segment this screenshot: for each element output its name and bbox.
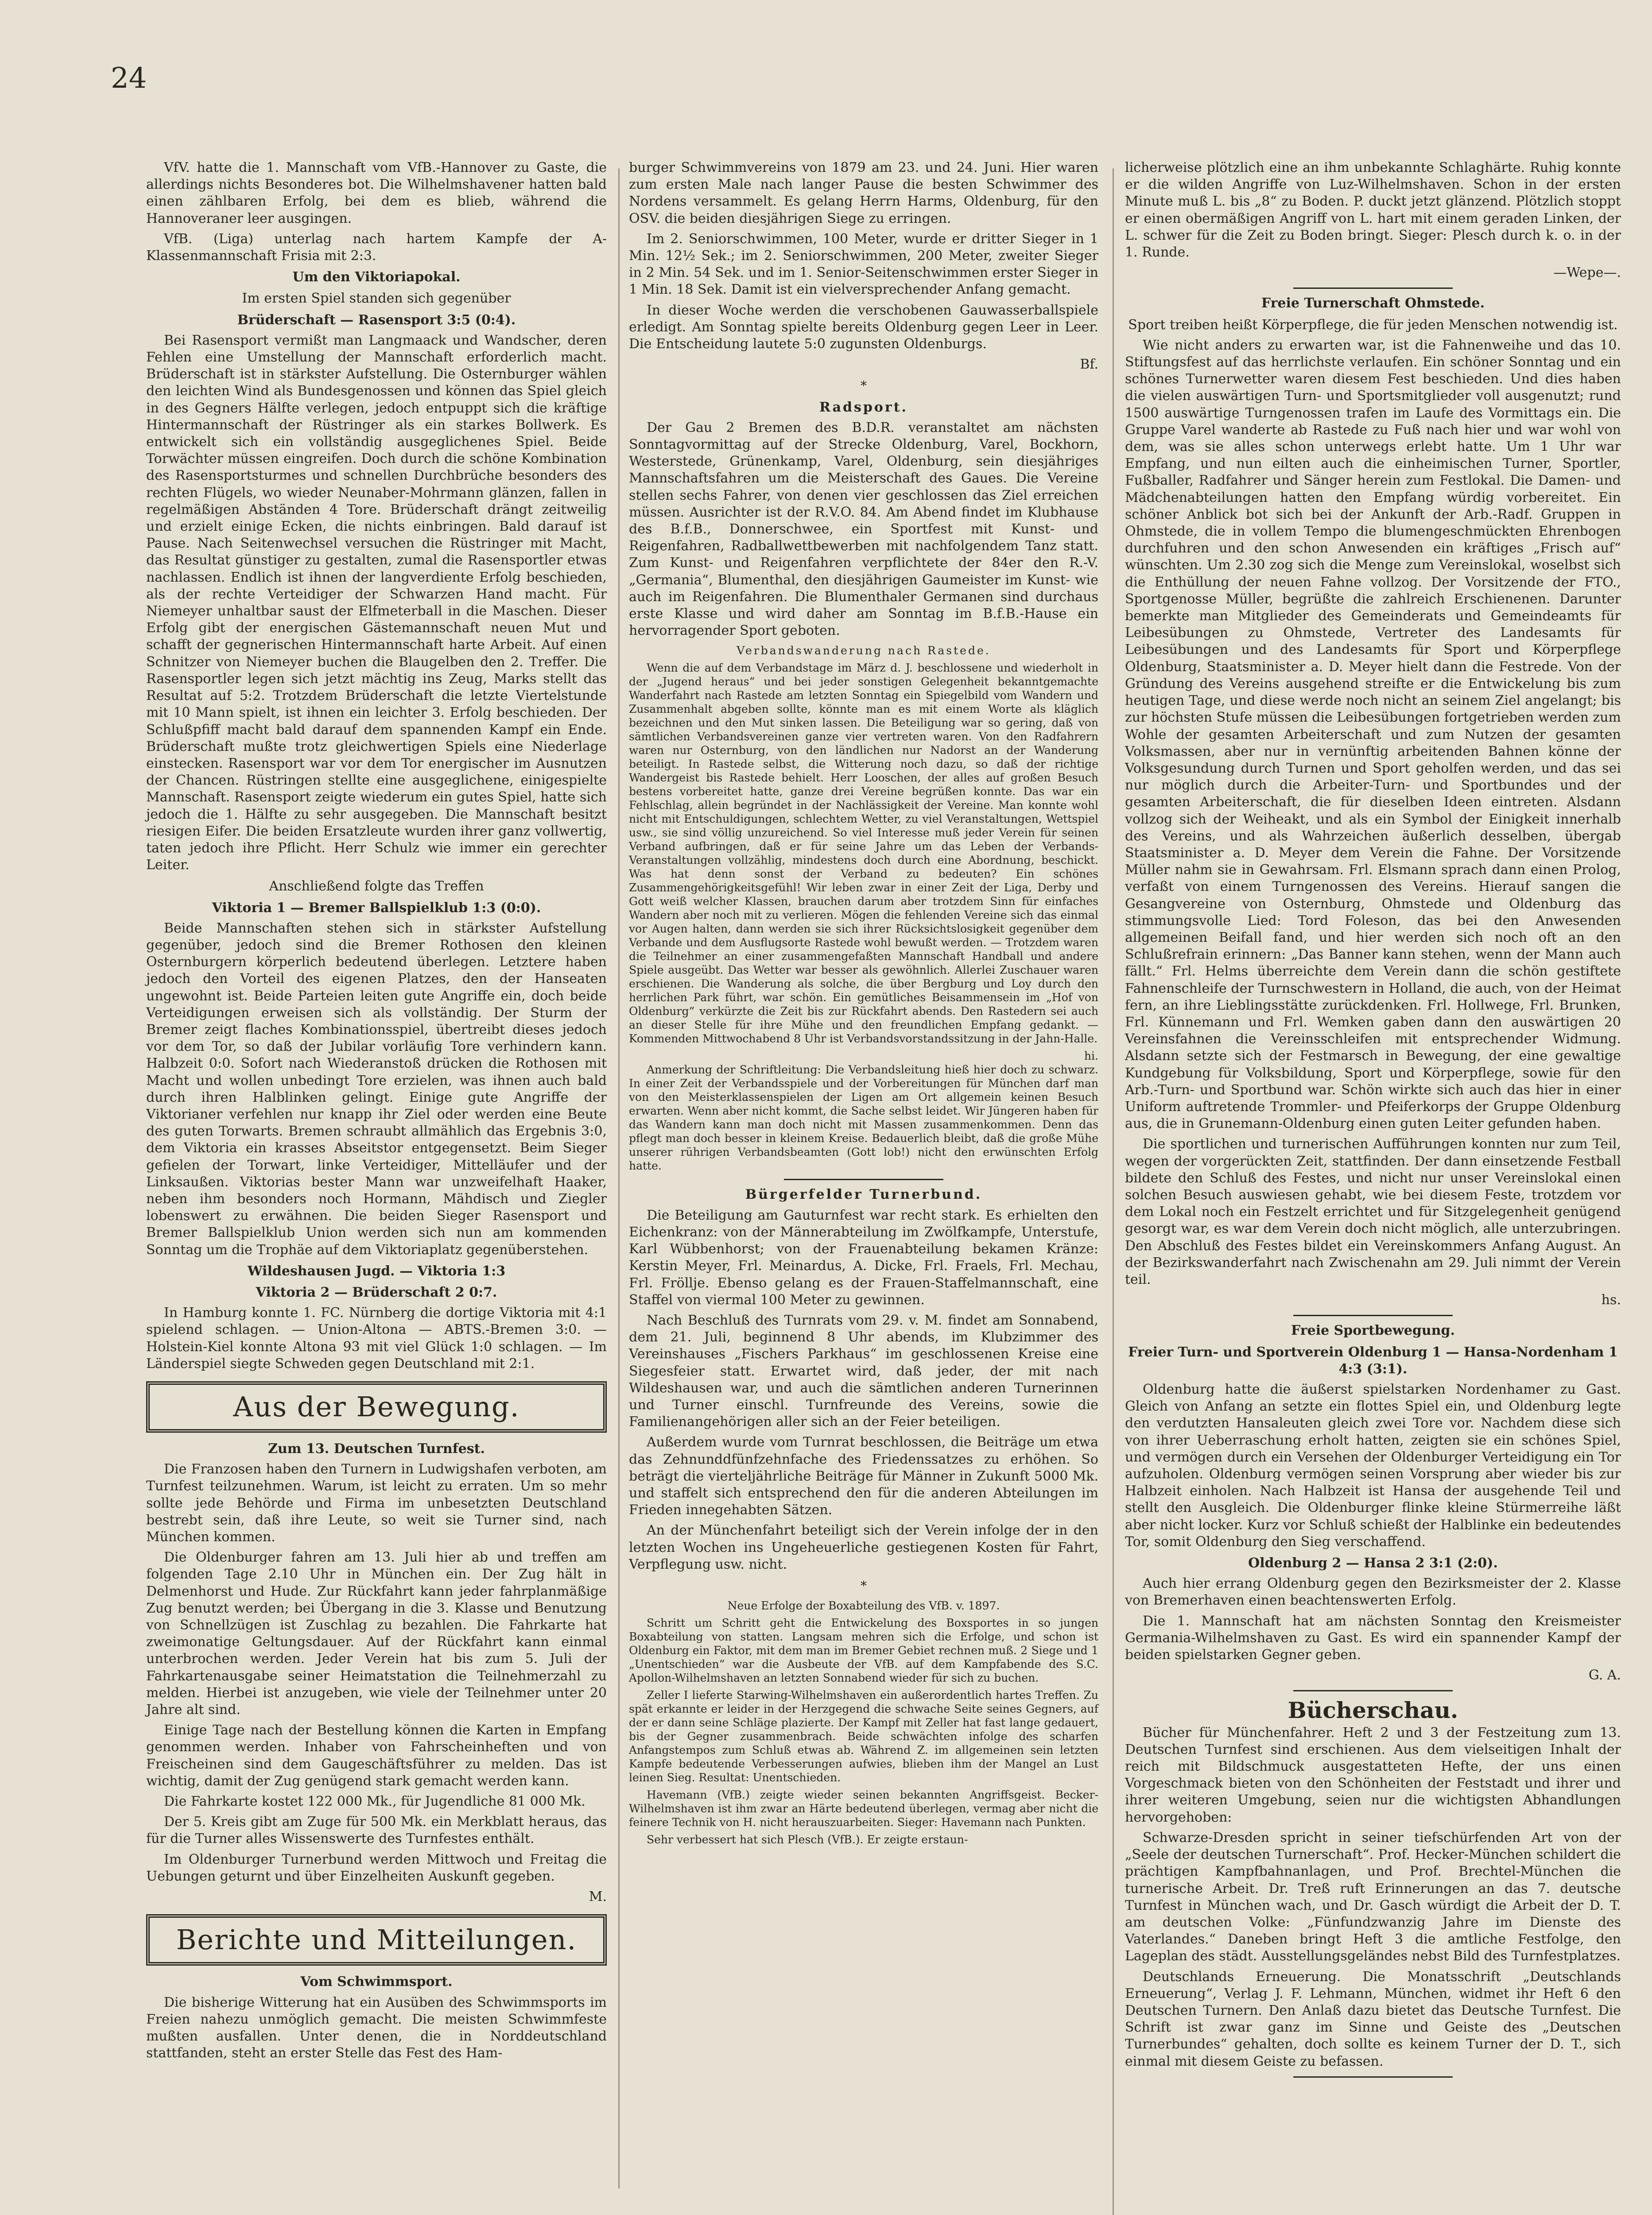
paragraph: Die sportlichen und turnerischen Aufführungen konnten nur zum Teil, wegen der vorgerückten Zeit, stattfinden. Der dann einsetzende Festball bildete den Schluß des Festes, und nicht nur unser Vereinslokal einen solchen Besuch auswiesen gehabt, wie bei diesem Feste, trotzdem vor dem Lokal noch ein Festzelt errichtet und für Sitzgelegenheit genügend gesorgt war, es war dem Verein doch nicht möglich, alle unterzubringen. Den Abschluß des Festes bildet ein Vereinskommers Anfang August. An der Bezirkswanderfahrt nach Zwischenahn am 29. Juli nimmt der Verein teil. [1125,1136,1621,1287]
divider [1293,2076,1453,2078]
page-number: 24 [111,62,147,95]
match-heading: Brüderschaft — Rasensport 3:5 (0:4). [237,312,516,328]
paragraph: VfV. hatte die 1. Mannschaft vom VfB.-Hannover zu Gaste, die allerdings nichts Besonderes bot. Die Wilhelmshavener hatten bald einen zählbaren Erfolg, bei dem es blieb, während die Hannoveraner leer ausgingen. [146,160,607,226]
paragraph: burger Schwimmvereins von 1879 am 23. und 24. Juni. Hier waren zum ersten Male nach langer Pause die besten Schwimmer des Nordens versammelt. Es gelang Herrn Harms, Oldenburg, für den OSV. die beiden diesjährigen Siege zu erringen. [629,160,1098,226]
paragraph: Einige Tage nach der Bestellung können die Karten in Empfang genommen werden. Inhaber von Fahrscheinheften und von Freischeinen sind dem Gaugeschäftsführer zu melden. Das ist wichtig, damit der Zug genügend stark gemacht werden kann. [146,1722,607,1789]
section-banner: Berichte und Mitteilungen. [146,1914,607,1966]
paragraph: Anschließend folgte das Treffen [269,878,484,894]
match-heading: Wildeshausen Jugd. — Viktoria 1:3 [247,1263,506,1279]
signature: G. A. [1588,1667,1621,1683]
paragraph: In Hamburg konnte 1. FC. Nürnberg die dortige Viktoria mit 4:1 spielend schlagen. — Union-Altona — ABTS.-Bremen 3:0. — Holstein-Kiel konnte Altona 93 mit viel Glück 1:0 schlagen. — Im Länderspiel siegte Schweden gegen Deutschland mit 2:1. [146,1305,607,1372]
paragraph: Schwarze-Dresden spricht in seiner tiefschürfenden Art von der „Seele der deutschen Turnerschaft“. Prof. Hecker-München schildert die prächtigen Kampfbahnanlagen, und Prof. Brechtel-München die turnerische Arbeit. Dr. Treß ruft Erinnerungen an das 7. deutsche Turnfest in München wach, und Dr. Gasch würdigt die Arbeit der D. T. am deutschen Volke: „Fünfundzwanzig Jahre im Dienste des Vaterlandes.“ Daneben bringt Heft 3 die amtliche Festfolge, den Lageplan des städt. Ausstellungsgeländes nebst Bild des Turnfestplatzes. [1125,1830,1621,1964]
signature: hi. [1084,1049,1098,1063]
signature: M. [589,1889,607,1905]
editor-note: Anmerkung der Schriftleitung: Die Verbandsleitung hieß hier doch zu schwarz. In einer Zeit der Verbandsspiele und der Vorbereitungen für München darf man von den Meisterklassenspielen der Ligen am Ort allgemein keinen Besuch erwarten. Wenn aber nicht kommt, die Sache selbst leidet. Wir Jüngeren haben für das Wandern kann man doch nicht mit Massen zusammenkommen. Denn das pflegt man doch besser in kleinem Kreise. Bedauerlich bleibt, daß die große Mühe unserer rührigen Verbandsbeamten (Gott lob!) nicht den erwünschten Erfolg hatte. [629,1063,1098,1173]
section-heading: Um den Viktoriapokal. [292,269,461,285]
paragraph: Im Oldenburger Turnerbund werden Mittwoch und Freitag die Uebungen geturnt und über Einzelheiten Auskunft gegeben. [146,1851,607,1884]
paragraph: Die Beteiligung am Gauturnfest war recht stark. Es erhielten den Eichenkranz: von der Männerabteilung im Zwölfkampfe, Unterstufe, Karl Wübbenhorst; von der Frauenabteilung bekamen Kränze: Kerstin Meyer, Frl. Meinardus, A. Dicke, Frl. Fraels, Frl. Mechau, Frl. Fröllje. Ebenso gelang es der Frauen-Staffelmannschaft, eine Staffel von viermal 100 Meter zu gewinnen. [629,1207,1098,1308]
signature: —Wepe—. [1553,265,1621,281]
paragraph: Bücher für Münchenfahrer. Heft 2 und 3 der Festzeitung zum 13. Deutschen Turnfest sind erschienen. Aus dem vielseitigen Inhalt der reich mit Bildschmuck ausgestatteten Hefte, der uns einen Vorgeschmack bieten von den Schönheiten der Feststadt und ihrer und ihrer weiteren Umgebung, seien nur die wichtigsten Abhandlungen hervorgehoben: [1125,1725,1621,1825]
paragraph: Außerdem wurde vom Turnrat beschlossen, die Beiträge um etwa das Zehnunddfünfzehnfache des Friedenssatzes zu erhöhen. So beträgt die vierteljährliche Beiträge für Männer in Zukunft 5000 Mk. und staffelt sich entsprechend den für die anderen Abteilungen im Frieden innegehabten Sätzen. [629,1434,1098,1518]
section-heading: Radsport. [819,399,908,415]
paragraph: Zeller I lieferte Starwing-Wilhelmshaven ein außerordentlich hartes Treffen. Zu spät erkannte er leider in der Herzgegend die schwache Seite seines Gegners, auf der er dann seine Schläge plazierte. Der Kampf mit Zeller hat fast lange gedauert, bis der Gegner zusammenbrach. Beide schwächten infolge des scharfen Anfangstempos zum Schluß etwas ab. Während Z. im allgemeinen sein letzten Kampfe bedeutende Verbesserungen aufwies, blieben ihm der Mangel an Lust leinen Sieg. Resultat: Unentschieden. [629,1689,1098,1784]
divider [784,1179,943,1180]
divider [1293,1315,1453,1316]
match-heading: Viktoria 2 — Brüderschaft 2 0:7. [256,1285,497,1300]
paragraph: Beide Mannschaften stehen sich in stärkster Aufstellung gegenüber, jedoch sind die Bremer Rothosen den kleinen Osternburgern körperlich bedeutend überlegen. Letztere haben jedoch den Vorteil des eigenen Platzes, den der Hanseaten ungewohnt ist. Beide Parteien leiten gute Angriffe ein, doch beide Verteidigungen erweisen sich als vollständig. Der Sturm der Bremer zeigt flaches Kombinationsspiel, übertreibt dieses jedoch vor dem Tor, so daß der Jubilar vorläufig Tore verhindern kann. Halbzeit 0:0. Sofort nach Wiederanstoß drücken die Rothosen mit Macht und wollen unbedingt Tore erzielen, was ihnen auch bald durch ihren Halblinken gelingt. Einige gute Angriffe der Viktorianer verfehlen nur knapp ihr Ziel oder werden eine Beute des guten Torwarts. Bremen schraubt allmählich das Ergebnis 3:0, dem Viktoria ein krasses Abseitstor entgegensetzt. Beim Sieger gefielen der Torwart, linke Verteidiger, Mittelläufer und der Linksaußen. Viktorias bester Mann war unzweifelhaft Haaker, neben ihm besonders noch Hormann, Mähdisch und Ziegler lobenswert zu erwähnen. Die beiden Sieger Rasensport und Bremer Ballspielklub Union werden sich nun am kommenden Sonntag um die Trophäe auf dem Viktoriaplatz gegenüberstehen. [146,920,607,1258]
paragraph: Deutschlands Erneuerung. Die Monatsschrift „Deutschlands Erneuerung“, Verlag J. F. Lehmann, München, widmet ihr Heft 6 den Deutschen Turnern. Den Anlaß dazu bietet das Deutsche Turnfest. Die Schrift ist zwar ganz im Sinne und Geiste des „Deutschen Turnerbundes“ gehalten, doch sollte es keinem Turner der D. T., sich einmal mit diesem Geiste zu befassen. [1125,1969,1621,2069]
paragraph: Oldenburg hatte die äußerst spielstarken Nordenhamer zu Gast. Gleich von Anfang an setzte ein flottes Spiel ein, und Oldenburg legte den verdutzten Hansaleuten gleich zwei Tore vor. Nachdem diese sich von ihrer Ueberraschung erholt hatten, zeigten sie ein schönes Spiel, und vermögen durch ein Versehen der Oldenburger Verteidigung ein Tor aufzuholen. Oldenburg vermögen seinen Vorsprung aber wieder bis zur Halbzeit einholen. Nach Halbzeit ist Hansa der ausgehende Teil und stellt den Ausgleich. Die Oldenburger flinke kleine Stürmerreihe läßt aber nicht locker. Kurz vor Schluß schießt der Halblinke ein bedeutendes Tor, somit Oldenburg den Sieg verschaffend. [1125,1382,1621,1550]
paragraph: Die bisherige Witterung hat ein Ausüben des Schwimmsports im Freien nahezu unmöglich gemacht. Die meisten Schwimmfeste mußten ausfallen. Unter denen, die in Norddeutschland stattfanden, steht an erster Stelle das Fest des Ham- [146,1994,607,2061]
signature: hs. [1601,1292,1621,1308]
motto: Sport treiben heißt Körperpflege, die für jeden Menschen notwendig ist. [1128,317,1618,333]
paragraph: Wie nicht anders zu erwarten war, ist die Fahnenweihe und das 10. Stiftungsfest auf das herrlichste verlaufen. Ein schöner Sonntag und ein schönes Turnerwetter waren diesem Fest beschieden. Und dies haben die vielen auswärtigen Turn- und Sportsmitglieder voll ausgenutzt; rund 1500 auswärtige Turngenossen trafen im Laufe des Vormittags ein. Die Gruppe Varel wanderte ab Rastede zu Fuß nach hier und war wohl von dem, was sie alles schon unterwegs erlebt hatte. Um 1 Uhr war Empfang, und nun eilten auch die einheimischen Turner, Sportler, Fußballer, Radfahrer und Sänger herein zum Festlokal. Die Damen- und Mädchenabteilungen hatten den Empfang würdig vorbereitet. Ein schöner Anblick bot sich bei der Ankunft der Arb.-Radf. Gruppen in Ohmstede, die in vollem Tempo die blumengeschmückten Ehrenbogen durchfuhren und den schon Anwesenden ein kräftiges „Frisch auf“ wünschten. Um 2.30 zog sich die Menge zum Vereinslokal, woselbst sich die Enthüllung der neuen Fahne vollzog. Der Vorsitzende der FTO., Sportgenosse Müller, begrüßte die zahlreich Erschienenen. Darunter bemerkte man Mitglieder des Gemeinderats und Gemeindeamts für Leibesübungen zu Ohmstede, Vertreter des Landesamts für Leibesübungen und des Landesamts für Sport und Körperpflege Oldenburg, Staatsminister a. D. Meyer hielt dann die Festrede. Von der Gründung des Vereins ausgehend streifte er die Entwickelung bis zum heutigen Tage, und diese werde noch nicht an seinem Ziel angelangt; bis zur höchsten Stufe müssen die Leibesübungen fortgetrieben werden zum Wohle der gesamten Arbeiterschaft und zum Nutzen der gesamten Volksmassen, aber nur in vernünftig arbeitenden Bahnen könne der Volksgesundung durch Turnen und Sport geholfen werden, und das sei nur möglich durch die Arbeiter-Turn- und Sportbundes und der gesamten Arbeiterschaft, die für dieselben Ideen eintreten. Alsdann vollzog sich der Weiheakt, und als ein Symbol der Einigkeit innerhalb des Vereins, und als Wahrzeichen äußerlich desselben, übergab Staatsminister a. D. Meyer dem Verein die Fahne. Der Vorsitzende Müller nahm sie in Gewahrsam. Frl. Elsmann sprach dann einen Prolog, verfaßt von einem Turngenossen des Vereins. Hierauf sangen die Gesangvereine von Osternburg, Ohmstede und Oldenburg das stimmungsvolle Lied: Tord Foleson, das bei den Anwesenden allgemeinen Beifall fand, und hier werden sich noch oft an den Schlußrefrain erinnern: „Das Banner kann stehen, wenn der Mann auch fällt.“ Frl. Helms überreichte dem Verein dann die schön gestiftete Fahnenschleife der Turnschwestern in Holland, die auch, von der Heimat fern, an ihre Lieblingsstätte zurückdenken. Frl. Hollwege, Frl. Brunken, Frl. Künnemann und Frl. Wemken gaben dann den auswärtigen 20 Vereinsfahnen die Vereinsschleifen mit entsprechender Widmung. Alsdann setzte sich der Festmarsch in Bewegung, der eine gewaltige Kundgebung für Volksbildung, Sport und Körperpflege, sowie für den Arb.-Turn- und Sportbund war. Schön wirkte sich auch das hier in einer Uniform auftretende Trommler- und Pfeiferkorps der Gruppe Oldenburg aus, die in Grunemann-Oldenburg einen guten Leiter gefunden haben. [1125,337,1621,1132]
paragraph: Havemann (VfB.) zeigte wieder seinen bekannten Angriffsgeist. Becker-Wilhelmshaven ist ihm zwar an Härte bedeutend überlegen, vermag aber nicht die feinere Technik von H. nicht herauszuarbeiten. Sieger: Havemann nach Punkten. [629,1788,1098,1829]
section-banner: Aus der Bewegung. [146,1381,607,1433]
section-heading: Vom Schwimmsport. [300,1974,453,1990]
column-divider [1113,168,1114,2215]
paragraph: Im 2. Seniorschwimmen, 100 Meter, wurde er dritter Sieger in 1 Min. 12½ Sek.; im 2. Seniorschwimmen, 200 Meter, zweiter Sieger in 2 Min. 54 Sek. und im 1. Senior-Seitenschwimmen erster Sieger in 1 Min. 18 Sek. Damit ist ein vielversprechender Anfang gemacht. [629,231,1098,298]
paragraph: Die Oldenburger fahren am 13. Juli hier ab und treffen am folgenden Tage 2.10 Uhr in München ein. Der Zug hält in Delmenhorst und Hude. Zur Rückfahrt kann jeder fahrplanmäßige Zug benutzt werden; bei Übergang in die 3. Klasse und Benutzung von Schnellzügen ist Zuschlag zu bezahlen. Die Fahrkarte hat zweimonatige Geltungsdauer. Auf der Rückfahrt kann einmal unterbrochen werden. Jeder Verein hat bis zum 5. Juli der Fahrkartenausgabe seiner Heimatstation die Teilnehmerzahl zu melden. Hierbei ist anzugeben, wie viele der Teilnehmer unter 20 Jahre alt sind. [146,1550,607,1718]
paragraph: Die 1. Mannschaft hat am nächsten Sonntag den Kreismeister Germania-Wilhelmshaven zu Gast. Es wird ein spannender Kampf der beiden spielstarken Gegner geben. [1125,1613,1621,1663]
paragraph: Die Fahrkarte kostet 122 000 Mk., für Jugendliche 81 000 Mk. [164,1794,586,1810]
match-heading: Freier Turn- und Sportverein Oldenburg 1 — Hansa-Nordenham 1 4:3 (3:1). [1128,1344,1618,1377]
paragraph: An der Münchenfahrt beteiligt sich der Verein infolge der in den letzten Wochen ins Ungeheuerliche gestiegenen Kosten für Fahrt, Verpflegung usw. nicht. [629,1523,1098,1572]
paragraph: Die Franzosen haben den Turnern in Ludwigshafen verboten, am Turnfest teilzunehmen. Warum, ist leicht zu erraten. Um so mehr sollte jede Behörde und Firma im unbesetzten Deutschland bestrebt sein, daß ihre Leute, so weit sie Turner sind, nach München kommen. [146,1461,607,1545]
signature: Bf. [1080,357,1098,373]
section-heading: Verbandswanderung nach Rastede. [737,644,991,657]
paragraph: Der 5. Kreis gibt am Zuge für 500 Mk. ein Merkblatt heraus, das für die Turner alles Wissenswerte des Turnfestes enthält. [146,1814,607,1847]
paragraph: Wenn die auf dem Verbandstage im März d. J. beschlossene und wiederholt in der „Jugend heraus“ und bei jeder sonstigen Gelegenheit bekanntgemachte Wanderfahrt nach Rastede am letzten Sonntag ein Spiegelbild vom Wandern und Zusammenhalt abgeben sollte, könnte man es mit einem Worte als kläglich bezeichnen und den Mut sinken lassen. Die Beteiligung war so gering, daß von sämtlichen Verbandsvereinen ganze vier vertreten waren. Von den Radfahrern waren nur Osternburg, von den ländlichen nur Nadorst an der Wanderung beteiligt. In Rastede selbst, die Witterung noch dazu, so daß der richtige Wandergeist bis Rastede behielt. Herr Looschen, der alles auf großen Besuch bestens vorbereitet hatte, ganze drei Vereine begrüßen konnte. Das war ein Fehlschlag, allein begründet in der Nachlässigkeit der Vereine. Man konnte wohl nicht mit Entschuldigungen, schlechtem Wetter, zu viel Veranstaltungen, Wettspiel usw., sie sind völlig unzureichend. So viel Interesse muß jeder Verein für seinen Verband aufbringen, daß er für seine Jahre um das Leben der Verbands-Veranstaltungen vollzählig, mindestens doch durch eine Abordnung, beschickt. Was hat denn sonst der Verband zu bedeuten? Ein schönes Zusammengehörigkeitsgefühl! Wir leben zwar in einer Zeit der Liga, Derby und Gott weiß welcher Klassen, brauchen darum aber trotzdem Sinn für einfaches Wandern aber noch mit zu verlieren. Mögen die fehlenden Vereine sich das einmal vor Augen halten, dann werden sie sich ihrer Rücksichtslosigkeit gegenüber dem Verbande und dem Ausflugsorte Rastede wohl bewußt werden. — Trotzdem waren die Teilnehmer an einer zusammengefaßten Mannschaft Handball und andere Spiele ausgeübt. Das Wetter war besser als gewöhnlich. Allerlei Zuschauer waren erschienen. Die Wanderung als solche, die über Bergburg und Loy durch den herrlichen Park führt, war schön. Ein gemütliches Beisammensein im „Hof von Oldenburg“ verkürzte die Zeit bis zur Rückfahrt abends. Den Rastedern sei auch an dieser Stelle für ihre Mühe und den freundlichen Empfang gedankt. — Kommenden Mittwochabend 8 Uhr ist Verbandsvorstandssitzung in der Jahn-Halle. [629,661,1098,1045]
paragraph: Nach Beschluß des Turnrats vom 29. v. M. findet am Sonnabend, dem 21. Juli, beginnend 8 Uhr abends, im Klubzimmer des Vereinshauses „Fischers Parkhaus“ im geschlossenen Kreise eine Siegesfeier statt. Erwartet wird, daß jeder, der mit nach Wildeshausen war, und auch die sämtlichen anderen Turnerinnen und Turner einschl. Turnfreunde des Vereins, sowie die Familienangehörigen aller sich an der Feier beteiligen. [629,1312,1098,1430]
column-middle [629,159,1098,1850]
section-heading: Bürgerfelder Turnerbund. [745,1187,982,1203]
column-right [1125,159,1621,2084]
separator-star: * [861,1578,867,1593]
section-heading: Freie Sportbewegung. [1291,1323,1455,1339]
section-heading: Neue Erfolge der Boxabteilung des VfB. v. 1897. [727,1599,1000,1613]
paragraph: licherweise plötzlich eine an ihm unbekannte Schlaghärte. Ruhig konnte er die wilden Angriffe von Luz-Wilhelmshaven. Schon in der ersten Minute muß L. bis „8“ zu Boden. P. duckt jetzt glänzend. Plötzlich stoppt er einen obermäßigen Angriff von L. hart mit einem geraden Linken, der L. schwer für die Zeit zu Boden bringt. Sieger: Plesch durch k. o. in der 1. Runde. [1125,160,1621,260]
section-heading: Bücherschau. [1287,1697,1458,1724]
paragraph: Im ersten Spiel standen sich gegenüber [242,291,511,307]
separator-star: * [861,378,867,393]
column-left [146,159,607,2065]
divider [1293,1690,1453,1691]
paragraph: Auch hier errang Oldenburg gegen den Bezirksmeister der 2. Klasse von Bremerhaven einen beachtenswerten Erfolg. [1125,1576,1621,1609]
section-heading: Freie Turnerschaft Ohmstede. [1261,295,1485,311]
section-heading: Zum 13. Deutschen Turnfest. [268,1441,485,1457]
paragraph: VfB. (Liga) unterlag nach hartem Kampfe der A-Klassenmannschaft Frisia mit 2:3. [146,231,607,264]
paragraph: Sehr verbessert hat sich Plesch (VfB.). Er zeigte erstaun- [647,1833,968,1846]
match-heading: Viktoria 1 — Bremer Ballspielklub 1:3 (0:0). [212,900,541,916]
paragraph: Der Gau 2 Bremen des B.D.R. veranstaltet am nächsten Sonntagvormittag auf der Strecke Oldenburg, Varel, Bockhorn, Westerstede, Grünenkamp, Varel, Oldenburg, sein diesjähriges Mannschaftsfahren um die Meisterschaft des Gaues. Die Vereine stellen sechs Fahrer, von denen vier geschlossen das Ziel erreichen müssen. Ausrichter ist der R.V.O. 84. Am Abend findet im Klubhause des B.f.B., Donnerschwee, ein Sportfest mit Kunst- und Reigenfahren, Radballwettbewerben mit nachfolgendem Tanz statt. Zum Kunst- und Reigenfahren verpflichtete der 84er den R.-V. „Germania“, Blumenthal, den diesjährigen Gaumeister im Kunst- wie auch im Reigenfahren. Die Blumenthaler Germanen sind durchaus erste Klasse und wird daher am Sonntag im B.f.B.-Hause ein hervorragender Sport geboten. [629,420,1098,639]
column-divider [618,168,620,2188]
paragraph: Bei Rasensport vermißt man Langmaack und Wandscher, deren Fehlen eine Umstellung der Mannschaft erforderlich macht. Brüderschaft ist in stärkster Aufstellung. Die Osternburger wählen den leichten Wind als Bundesgenossen und können das Spiel gleich in des Gegners Hälfte verlegen, jedoch entpuppt sich die kräftige Hintermannschaft der Rüstringer als ein starkes Bollwerk. Es entwickelt sich ein vollständig ausgeglichenes Spiel. Beide Torwächter müssen eingreifen. Doch durch die schöne Kombination des Rasensportsturmes und schnellen Durchbrüche besonders des rechten Flügels, wo wieder Neunaber-Mohrmann glänzen, fallen in regelmäßigen Abständen 4 Tore. Brüderschaft drängt zeitweilig und erzielt einige Ecken, die nichts einbringen. Bald darauf ist Pause. Nach Seitenwechsel versuchen die Rüstringer mit Macht, das Resultat günstiger zu gestalten, zumal die Rasensportler etwas nachlassen. Endlich ist ihnen der langverdiente Erfolg beschieden, als der rechte Verteidiger der Schwarzen Hand macht. Für Niemeyer unhaltbar saust der Elfmeterball in die Maschen. Dieser Erfolg gibt der energischen Gästemannschaft neuen Mut und schafft der gegnerischen Hintermannschaft harte Arbeit. Auf einen Schnitzer von Niemeyer buchen die Blaugelben den 2. Treffer. Die Rasensportler legen sich jetzt mächtig ins Zeug, Marks stellt das Resultat auf 5:2. Trotzdem Brüderschaft die letzte Viertelstunde mit 10 Mann spielt, ist ihnen ein leichter 3. Erfolg beschieden. Der Schlußpfiff macht bald darauf dem spannenden Kampf ein Ende. Brüderschaft mußte trotz gleichwertigen Spiels eine Niederlage einstecken. Rasensport war vor dem Tor energischer im Ausnutzen der Chancen. Rüstringen stellte eine ausgeglichene, einigespielte Mannschaft. Rasensport zeigte wiederum ein gutes Spiel, hatte sich jedoch die 1. Hälfte zu sehr ausgegeben. Die Mannschaft besitzt riesigen Eifer. Die beiden Ersatzleute wurden ihrer ganz vollwertig, taten jedoch ihre Pflicht. Herr Schulz wie immer ein gerechter Leiter. [146,332,607,873]
match-heading: Oldenburg 2 — Hansa 2 3:1 (2:0). [1248,1555,1498,1571]
paragraph: In dieser Woche werden die verschobenen Gauwasserballspiele erledigt. Am Sonntag spielte bereits Oldenburg gegen Leer in Leer. Die Entscheidung lautete 5:0 zugunsten Oldenburgs. [629,302,1098,352]
divider [1293,288,1453,289]
paragraph: Schritt um Schritt geht die Entwickelung des Boxsportes in so jungen Boxabteilung von statten. Langsam mehren sich die Erfolge, und schon ist Oldenburg ein Faktor, mit dem man im Bremer Gebiet rechnen muß. 2 Siege und 1 „Unentschieden“ war die Ausbeute der VfB. auf dem Kampfabende des S.C. Apollon-Wilhelmshaven an letzten Sonnabend wieder für sich zu buchen. [629,1617,1098,1685]
